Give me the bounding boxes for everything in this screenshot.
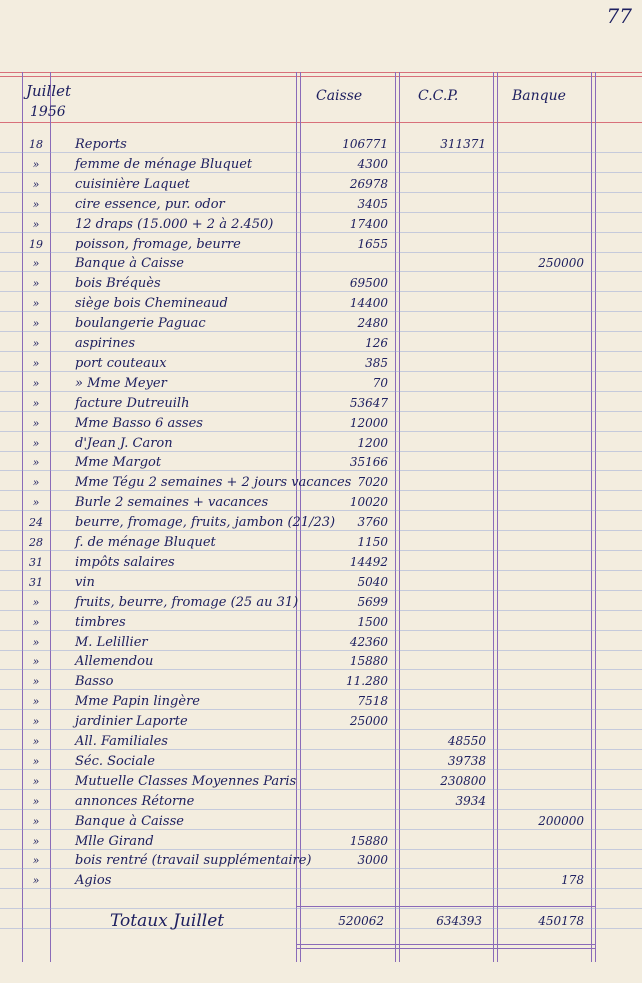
row-label: aspirines (75, 336, 136, 351)
totals-row (0, 908, 642, 934)
row-day: » (32, 217, 40, 231)
ledger-row (0, 633, 642, 652)
ledger-row (0, 652, 642, 671)
row-ccp: 311371 (440, 137, 486, 151)
row-caisse: 1150 (357, 535, 388, 549)
row-caisse: 15880 (349, 833, 388, 848)
row-day: » (32, 197, 40, 211)
row-caisse: 1200 (357, 435, 388, 450)
row-day: » (32, 337, 40, 350)
ledger-row (0, 672, 642, 691)
ledger-row (0, 772, 642, 791)
row-caisse: 385 (365, 355, 388, 370)
row-day: » (32, 814, 40, 828)
ledger-row (0, 394, 642, 413)
ledger-row (0, 274, 642, 293)
row-label: fruits, beurre, fromage (25 au 31) (75, 594, 299, 610)
ledger-row (0, 453, 642, 472)
row-label: Mme Tégu 2 semaines + 2 jours vacances (75, 475, 352, 491)
row-label: bois Bréquès (75, 276, 161, 292)
row-day: » (32, 456, 40, 470)
row-day: 31 (29, 555, 43, 569)
row-caisse: 25000 (349, 714, 388, 729)
row-label: bois rentré (travail supplémentaire) (75, 853, 312, 869)
row-label: port couteaux (75, 355, 167, 371)
row-day: » (32, 297, 40, 311)
row-label: Reports (75, 137, 127, 152)
ledger-row (0, 533, 642, 552)
row-day: » (32, 356, 40, 370)
ledger-row (0, 235, 642, 254)
row-day: 31 (29, 575, 43, 589)
row-day: » (32, 794, 40, 808)
ledger-row (0, 732, 642, 751)
row-label: All. Familiales (75, 734, 168, 749)
row-label: Séc. Sociale (75, 753, 155, 769)
row-day: 18 (29, 138, 43, 151)
row-caisse: 14492 (349, 554, 388, 569)
row-day: » (32, 715, 40, 729)
row-caisse: 26978 (349, 176, 388, 191)
ledger-row (0, 155, 642, 174)
ledger-row (0, 792, 642, 811)
row-label: boulangerie Paguac (75, 316, 206, 332)
row-day: » (32, 277, 40, 291)
header-year: 1956 (30, 104, 66, 120)
row-day: 24 (29, 516, 43, 530)
ledger-row (0, 832, 642, 851)
header-caisse: Caisse (316, 88, 363, 104)
row-label: » Mme Meyer (75, 375, 167, 391)
row-caisse: 3405 (357, 196, 388, 211)
row-caisse: 1500 (357, 614, 388, 629)
row-label: Basso (75, 674, 114, 690)
row-day: » (32, 257, 40, 271)
ledger-row (0, 493, 642, 512)
row-label: vin (75, 574, 95, 590)
row-day: » (32, 396, 40, 410)
row-caisse: 2480 (357, 316, 388, 331)
row-caisse: 11.280 (346, 674, 388, 689)
totals-label: Totaux Juillet (110, 911, 225, 931)
top-red-rule-2 (0, 76, 642, 77)
row-day: » (32, 774, 40, 788)
row-label: Mme Papin lingère (75, 694, 200, 710)
row-label: siège bois Chemineaud (75, 296, 228, 312)
ledger-row (0, 294, 642, 313)
ledger-row (0, 374, 642, 393)
ledger-row (0, 871, 642, 890)
header-ccp: C.C.P. (418, 88, 459, 104)
row-day: » (32, 376, 40, 390)
row-day: » (32, 695, 40, 709)
row-day: 28 (29, 536, 43, 549)
header-banque: Banque (512, 88, 566, 104)
row-label: jardinier Laporte (75, 714, 188, 730)
row-label: annonces Rétorne (75, 793, 195, 809)
row-label: poisson, fromage, beurre (75, 236, 241, 252)
row-day: » (32, 177, 40, 191)
row-caisse: 4300 (357, 156, 388, 171)
ledger-row (0, 573, 642, 592)
row-label: cire essence, pur. odor (75, 196, 225, 212)
row-caisse: 53647 (349, 395, 388, 410)
ledger-row (0, 692, 642, 711)
row-caisse: 7518 (357, 694, 388, 709)
row-day: » (32, 496, 40, 510)
row-label: Mutuelle Classes Moyennes Paris (75, 773, 297, 789)
ledger-row (0, 175, 642, 194)
row-day: » (32, 675, 40, 689)
total-rule-bottom (296, 944, 596, 945)
row-label: impôts salaires (75, 554, 175, 570)
row-day: » (32, 157, 40, 171)
row-caisse: 15880 (349, 654, 388, 669)
header-month: Juillet (26, 82, 71, 100)
row-label: d'Jean J. Caron (75, 435, 173, 451)
row-label: Banque à Caisse (75, 813, 184, 829)
row-day: » (32, 655, 40, 669)
row-label: Burle 2 semaines + vacances (75, 495, 269, 511)
row-label: Agios (75, 873, 112, 889)
ledger-row (0, 195, 642, 214)
row-caisse: 12000 (349, 415, 388, 430)
row-label: cuisinière Laquet (75, 176, 190, 192)
row-label: Mlle Girand (75, 833, 154, 849)
row-ccp: 48550 (447, 734, 486, 748)
ledger-row (0, 613, 642, 632)
row-day: » (32, 615, 40, 629)
row-caisse: 3760 (357, 515, 388, 530)
ledger-row (0, 812, 642, 831)
ledger-row (0, 354, 642, 373)
row-day: » (32, 436, 40, 450)
row-label: 12 draps (15.000 + 2 à 2.450) (75, 216, 274, 232)
row-caisse: 126 (365, 336, 388, 350)
row-day: » (32, 476, 40, 490)
ledger-row (0, 215, 642, 234)
top-red-rule (0, 72, 642, 73)
row-day: » (32, 416, 40, 430)
row-ccp: 3934 (455, 793, 486, 808)
total-rule-bottom-2 (296, 948, 596, 949)
header-red-rule (0, 122, 642, 123)
ledger-row (0, 752, 642, 771)
ledger-row (0, 712, 642, 731)
row-caisse: 1655 (357, 236, 388, 251)
row-banque: 178 (561, 873, 584, 888)
ledger-row (0, 254, 642, 273)
row-ccp: 39738 (447, 753, 486, 768)
row-caisse: 35166 (349, 455, 388, 470)
row-caisse: 69500 (349, 276, 388, 291)
row-caisse: 3000 (357, 853, 388, 868)
row-label: Mme Margot (75, 455, 162, 471)
totals-banque: 450178 (538, 914, 584, 928)
row-label: femme de ménage Bluquet (75, 156, 253, 172)
row-caisse: 42360 (349, 634, 388, 649)
row-day: » (32, 874, 40, 888)
row-day: » (32, 834, 40, 848)
row-day: » (32, 635, 40, 649)
row-label: Mme Basso 6 asses (75, 415, 203, 431)
ledger-row (0, 473, 642, 492)
row-banque: 200000 (538, 813, 584, 828)
totals-ccp: 634393 (436, 914, 482, 928)
row-ccp: 230800 (440, 773, 486, 788)
row-caisse: 14400 (349, 296, 388, 311)
row-day: » (32, 854, 40, 868)
ledger-row (0, 334, 642, 353)
row-caisse: 5040 (357, 574, 388, 589)
row-label: timbres (75, 614, 126, 630)
row-caisse: 5699 (357, 594, 388, 609)
row-day: » (32, 754, 40, 768)
row-day: 19 (29, 237, 43, 251)
row-caisse: 7020 (357, 475, 388, 490)
ledger-row (0, 414, 642, 433)
row-label: M. Lelillier (75, 634, 148, 650)
row-day: » (32, 595, 40, 609)
row-day: » (32, 735, 40, 748)
ledger-row (0, 553, 642, 572)
row-caisse: 106771 (342, 137, 388, 151)
ledger-row (0, 314, 642, 333)
row-caisse: 10020 (349, 495, 388, 510)
row-caisse: 70 (372, 375, 388, 390)
row-label: beurre, fromage, fruits, jambon (21/23) (75, 515, 336, 531)
row-label: Banque à Caisse (75, 256, 184, 272)
row-day: » (32, 317, 40, 331)
row-caisse: 17400 (349, 216, 388, 231)
page-number: 77 (606, 4, 632, 28)
ledger-row (0, 851, 642, 870)
totals-caisse: 520062 (338, 914, 384, 928)
total-rule-top (296, 906, 596, 907)
row-label: f. de ménage Bluquet (75, 535, 216, 550)
row-label: Allemendou (75, 654, 154, 670)
ledger-row (0, 434, 642, 453)
ledger-row (0, 593, 642, 612)
ledger-row (0, 513, 642, 532)
row-banque: 250000 (538, 256, 584, 271)
row-label: facture Dutreuilh (75, 395, 190, 411)
ledger-row (0, 135, 642, 154)
